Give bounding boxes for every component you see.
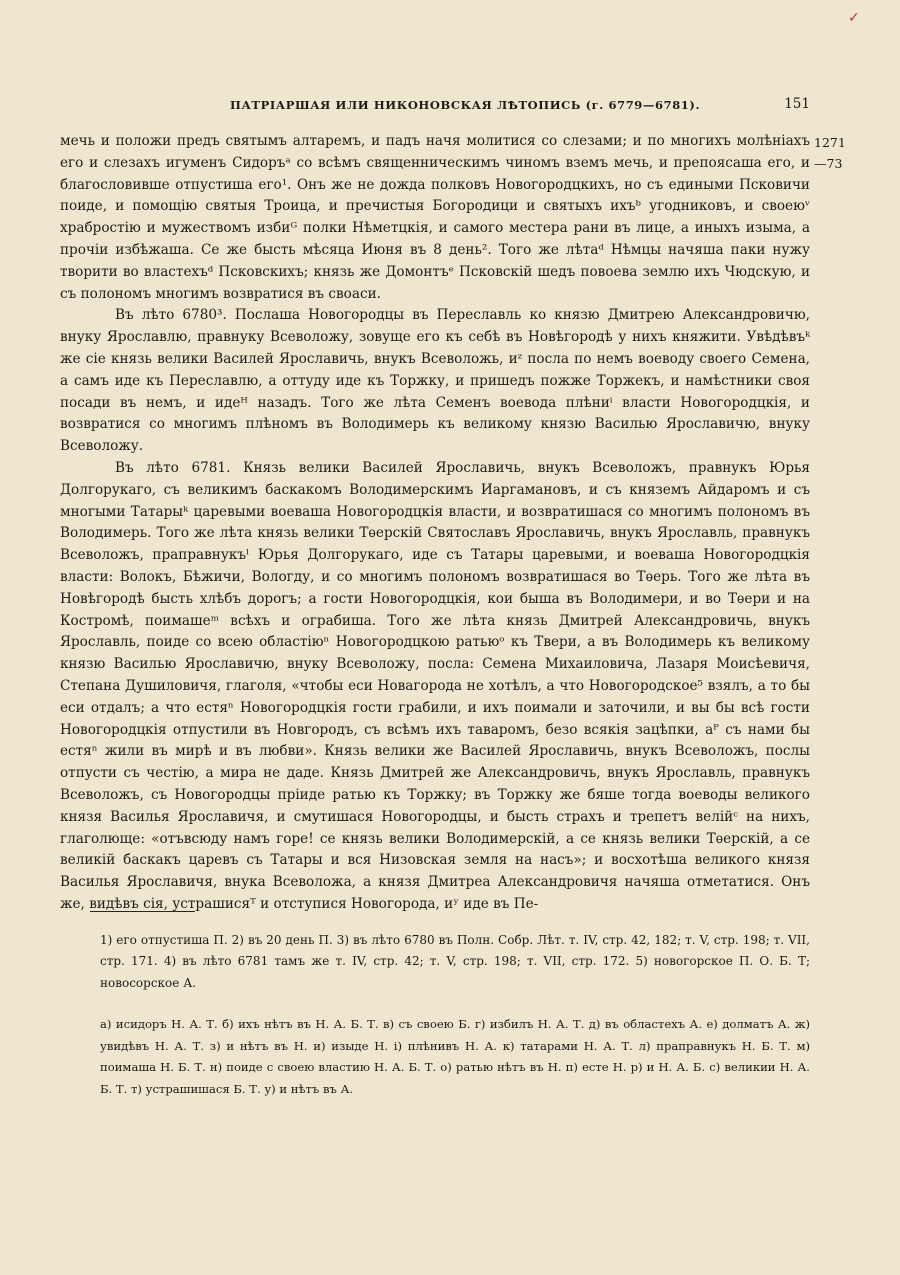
margin-years: [814, 132, 846, 174]
footnotes: 1) его отпустиша П. 2) въ 20 день П. 3) въ лѣто 6780 въ Полн. Собр. Лѣт. т. IV, стр. 42, 182; т. V, стр. 198; т. VII, стр. 171. 4) въ лѣто 6781 тамъ же т. IV, стр. 42; т. V, стр. 198; т. VII, стр. 172. 5) новогорское П. О. Б. Т; новосорское А.: [100, 933, 810, 990]
variant-readings: а) исидоръ Н. А. Т. б) ихъ нѣтъ въ Н. А. Б. Т. в) съ своею Б. г) избилъ Н. А. Т. д) въ областехъ А. е) долматъ А. ж) увидѣвъ Н. А. Т. з) и нѣтъ въ Н. и) изыде Н. і) плѣнивъ Н. А. к) татарами Н. А. Т. л) праправнукъ Н. Б. Т. м) поимаша Н. Б. Т. н) поиде с своею властию Н. А. Б. Т. о) ратью нѣтъ въ Н. п) есте Н. р) и Н. А. Б. с) великии Н. А. Б. Т. т) устрашишася Б. Т. у) и нѣтъ въ А.: [100, 1017, 810, 1096]
paragraph: Въ лѣто 6780³. Послаша Новогородцы въ Переславль ко князю Дмитрею Александровичю, внуку Ярославлю, правнуку Всеволожу, зовуще его къ себѣ въ Новѣгородѣ у нихъ княжити. Увѣдѣвъᵏ же сіе князь велики Василей Ярославичь, внукъ Всеволожь, иᶻ посла по немъ воеводу своего Семена, а самъ иде къ Переславлю, а оттуду иде къ Торжку, и пришедъ пожже Торжекъ, и намѣстники своя посади въ немъ, и идеᴴ назадъ. Того же лѣта Семенъ воевода плѣниⁱ власти Новогородцкія, и возвратися со многимъ плѣномъ въ Володимерь къ великому князю Василью Ярославичю, внуку Всеволожу.: [60, 307, 810, 455]
running-header: [60, 98, 810, 118]
page-number: 151: [784, 96, 810, 112]
margin-year-start: 1271: [814, 135, 846, 150]
check-mark-icon: ✓: [848, 10, 860, 26]
main-text: [60, 131, 810, 916]
margin-year-end: —73: [814, 156, 843, 171]
header-title: ПАТРІАРШАЯ ИЛИ НИКОНОВСКАЯ ЛѢТОПИСЬ (г. 6779—6781).: [230, 98, 701, 112]
paragraph: Въ лѣто 6781. Князь велики Василей Ярославичь, внукъ Всеволожъ, правнукъ Юрья Долгорукаго, съ великимъ баскакомъ Володимерскимъ Иаргамановъ, и съ княземъ Айдаромъ и съ многыми Татарыᵏ царевыми воеваша Новогородцкія власти, и возвратишася со многимъ полономъ въ Володимерь. Того же лѣта князь велики Тѳерскій Святославъ Ярославичь, внукъ Ярославль, правнукъ Всеволожъ, праправнукъˡ Юрья Долгорукаго, иде съ Татары царевыми, и воеваша Новогородцкія власти: Волокъ, Бѣжичи, Вологду, и со многимъ полономъ возвратишася во Тѳерь. Того же лѣта въ Новѣгородѣ бысть хлѣбъ дорогъ; а гости Новогородцкія, кои быша въ Володимери, и во Тѳери и на Костромѣ, поимашеᵐ всѣхъ и ограбиша. Того же лѣта князь Дмитрей Александровичь, внукъ Ярославль, поиде со всею областіюⁿ Новогородцкою ратьюᵒ къ Твери, а въ Володимерь къ великому князю Василью Ярославичю, внуку Всеволожу, посла: Семена Михаиловича, Лазаря Моисѣевичя, Степана Душиловичя, глаголя, «чтобы еси Новагорода не хотѣлъ, а что Новогородское⁵ взялъ, а то бы еси отдалъ; а что естяⁿ Новогородцкія гости грабили, и ихъ поимали и заточили, и вы бы всѣ гости Новогородцкія отпустили въ Новгородъ, съ всѣмъ ихъ таваромъ, безо всякія зацѣпки, аᴾ съ нами бы естяⁿ жили въ мирѣ и въ любви». Князь велики же Василей Ярославичь, внукъ Всеволожъ, послы отпусти съ честію, а мира не даде. Князь Дмитрей же Александровичь, внукъ Ярославль, правнукъ Всеволожъ, съ Новогородцы пріиде ратью къ Торжку; въ Торжку же бяше тогда воеводы великого князя Василья Ярославичя, и смутишася Новогородцы, и бысть страхъ и трепетъ велійᶜ на нихъ, глаголюще: «отъвсюду намъ горе! се князь велики Володимерскій, а се князь велики Тѳерскій, а се великій баскакъ царевъ съ Татары и вся Низовская земля на насъ»; и восхотѣша великого князя Василья Ярославичя, внука Всеволожа, а князя Дмитреа Александровичя начяша отметатися. Онъ же, видѣвъ сія, устрашисяᵀ и отступися Новогорода, иʸ иде въ Пе-: [60, 459, 810, 912]
footnote-divider: [90, 911, 195, 912]
paragraph: мечь и положи предъ святымъ алтаремъ, и падъ начя молитися со слезами; и по многихъ молѣніахъ его и слезахъ игуменъ Сидоръᵃ со всѣмъ священническимъ чиномъ вземъ мечь, и препоясаша его, и благословивше отпустиша его¹. Онъ же не дождa полковъ Новогородцкихъ, но съ едиными Псковичи поиде, и помощію святыя Троица, и пречистыя Богородици и святыхъ ихъᵇ угодниковъ, и своеюᵛ храбростію и мужествомъ избиᴳ полки Нѣметцкія, и самого местера рани въ лице, а иныхъ изыма, а прочіи избѣжаша. Се же бысть мѣсяца Июня въ 8 день². Того же лѣтаᵈ Нѣмцы начяша паки нужу творити во властехъᵈ Псковскихъ; князь же Домонтъᵉ Псковскій шедъ повоева землю ихъ Чюдскую, и съ полономъ многимъ возвратися въ своаси.: [60, 133, 810, 302]
